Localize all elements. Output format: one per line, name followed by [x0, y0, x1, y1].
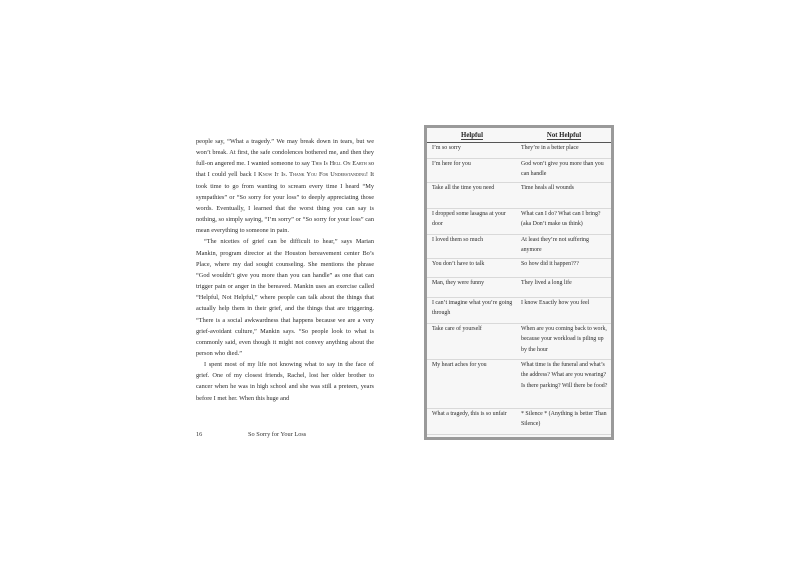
table-header-row	[427, 128, 611, 143]
table-row	[427, 360, 611, 409]
running-title: So Sorry for Your Loss	[248, 431, 307, 438]
not-helpful-cell: They’re in a better place	[517, 143, 611, 159]
not-helpful-cell: So how did it happen???	[517, 259, 611, 278]
table-row	[427, 298, 611, 324]
not-helpful-cell: At least they’re not suffering anymore	[517, 235, 611, 259]
table-row	[427, 143, 611, 159]
helpful-cell: What a tragedy, this is so unfair	[427, 409, 517, 435]
table-row	[427, 183, 611, 209]
header-helpful: Helpful	[427, 128, 517, 143]
helpful-cell: Take care of yourself	[427, 324, 517, 360]
left-page-body	[196, 136, 374, 404]
helpful-cell: I’m so sorry	[427, 143, 517, 159]
helpful-not-helpful-table	[424, 125, 614, 440]
paragraph-1: people say, “What a tragedy.” We may break down in tears, but we won’t break. At first, the safe condolences bothered me, and then they full-on angered me. I wanted someone to say This Is Hell On Earth so that I could yell back I Know It Is. Thank You For Understanding! It took time to go from wanting to scream every time I heard “My sympathies” or “So sorry for your loss” to deeply appreciating those words. Eventually, I learned that the worst thing you can say is nothing, so simply saying, “I’m sorry” or “So sorry for your loss” can mean everything to someone in pain.	[196, 138, 374, 235]
helpful-cell: I can’t imagine what you’re going through	[427, 298, 517, 324]
table-row	[427, 409, 611, 435]
header-not-helpful: Not Helpful	[517, 128, 611, 143]
page-number: 16	[196, 431, 203, 438]
helpful-cell: I’m here for you	[427, 159, 517, 183]
smallcaps-phrase-1: This Is Hell On Earth	[311, 160, 367, 168]
helpful-cell: You don’t have to talk	[427, 259, 517, 278]
helpful-cell: Man, they were funny	[427, 278, 517, 298]
helpful-cell: Take all the time you need	[427, 183, 517, 209]
helpful-cell: I loved them so much	[427, 235, 517, 259]
helpful-cell: I dropped some lasagna at your door	[427, 209, 517, 235]
not-helpful-cell: Time heals all wounds	[517, 183, 611, 209]
table-row	[427, 278, 611, 298]
not-helpful-cell: I know Exactly how you feel	[517, 298, 611, 324]
table-body	[427, 143, 611, 435]
not-helpful-cell: They lived a long life	[517, 278, 611, 298]
paragraph-3: I spent most of my life not knowing what to say in the face of grief. One of my closest friends, Rachel, lost her older brother to cancer when he was in high school and she was still a preteen, years before I met her. When this huge and	[196, 361, 374, 402]
paragraph-2: “The niceties of grief can be difficult to hear,” says Marian Mankin, program director at the Houston bereavement center Bo’s Place, where my dad sought counseling. She mentions the phrase “God wouldn’t give you more than you can handle” as one that can trigger pain or anger in the bereaved. Mankin uses an exercise called “Helpful, Not Helpful,” where people can talk about the things that actually help them in their grief, and the things that are triggering. “There is a social awkwardness that happens because we are a very grief-avoidant culture,” Mankin says. “So people look to what is commonly said, even though it might not convey anything about the person who died.”	[196, 238, 374, 357]
table-row	[427, 159, 611, 183]
not-helpful-cell: What time is the funeral and what’s the address? What are you wearing? Is there parking? Will there be food?	[517, 360, 611, 409]
table-row	[427, 209, 611, 235]
not-helpful-cell: God won’t give you more than you can handle	[517, 159, 611, 183]
helpful-cell: My heart aches for you	[427, 360, 517, 409]
table-row	[427, 324, 611, 360]
smallcaps-phrase-2: Know It Is. Thank You For Understanding!	[258, 171, 368, 179]
not-helpful-cell: * Silence * (Anything is better Than Silence)	[517, 409, 611, 435]
comparison-table	[427, 128, 611, 435]
not-helpful-cell: What can I do? What can I bring? (aka Don’t make us think)	[517, 209, 611, 235]
not-helpful-cell: When are you coming back to work, because your workload is piling up by the hour	[517, 324, 611, 360]
table-row	[427, 259, 611, 278]
table-row	[427, 235, 611, 259]
